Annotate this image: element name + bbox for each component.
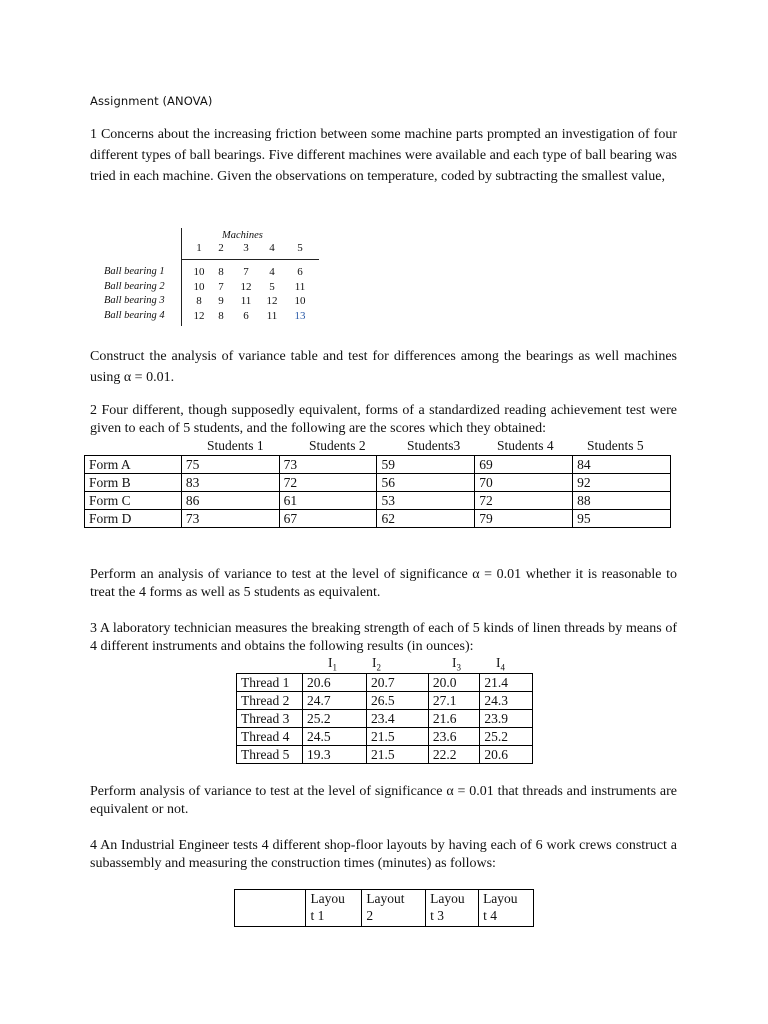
instrument-col-header: $I_2$ bbox=[372, 655, 381, 673]
table-cell: 83 bbox=[181, 474, 279, 492]
table-cell: 62 bbox=[377, 510, 475, 528]
table-cell: 20.6 bbox=[480, 746, 533, 764]
bearing-row-label: Ball bearing 3 bbox=[104, 295, 165, 306]
table-cell: 86 bbox=[181, 492, 279, 510]
table-cell: 22.2 bbox=[428, 746, 480, 764]
threads-table bbox=[236, 673, 533, 764]
table-cell: 69 bbox=[475, 456, 573, 474]
forms-table bbox=[84, 455, 671, 528]
table-cell: 5 bbox=[269, 281, 275, 293]
table-divider bbox=[181, 259, 319, 260]
thread-row-label: Thread 4 bbox=[237, 728, 303, 746]
table-row bbox=[85, 492, 671, 510]
table-cell: 9 bbox=[218, 295, 224, 307]
machine-col-header: 4 bbox=[269, 242, 275, 254]
layout-col-header: Layout 2 bbox=[362, 890, 426, 927]
table-cell: 19.3 bbox=[303, 746, 367, 764]
q3-text: 3 A laboratory technician measures the breaking strength of each of 5 kinds of linen threads by means of 4 different instruments and obtains the following results (in ounces): bbox=[90, 621, 677, 654]
table-cell: 24.5 bbox=[303, 728, 367, 746]
table-cell: 23.4 bbox=[366, 710, 428, 728]
table-cell: 20.0 bbox=[428, 674, 480, 692]
machines-table bbox=[104, 226, 319, 326]
table-cell: 25.2 bbox=[480, 728, 533, 746]
students-col-header: Students 4 bbox=[497, 438, 554, 453]
table-cell: 24.7 bbox=[303, 692, 367, 710]
table-row bbox=[235, 890, 534, 927]
table-cell: 72 bbox=[475, 492, 573, 510]
table-cell: 25.2 bbox=[303, 710, 367, 728]
machine-col-header: 3 bbox=[243, 242, 249, 254]
table-cell: 10 bbox=[294, 295, 306, 307]
table-row bbox=[237, 728, 533, 746]
table-cell: 21.4 bbox=[480, 674, 533, 692]
q3-followup: Perform analysis of variance to test at the level of significance α = 0.01 that threads and instruments are equivalent or not. bbox=[90, 784, 677, 817]
form-row-label: Form A bbox=[85, 456, 182, 474]
table-cell: 73 bbox=[279, 456, 377, 474]
table-cell: 75 bbox=[181, 456, 279, 474]
machine-col-header: 5 bbox=[297, 242, 303, 254]
table-cell: 12 bbox=[266, 295, 278, 307]
table-cell: 72 bbox=[279, 474, 377, 492]
students-col-header: Students3 bbox=[407, 438, 461, 453]
form-row-label: Form D bbox=[85, 510, 182, 528]
q1-followup: Construct the analysis of variance table and test for differences among the bearings as well machines using α = 0.01. bbox=[90, 349, 677, 385]
thread-row-label: Thread 1 bbox=[237, 674, 303, 692]
table-row bbox=[237, 710, 533, 728]
table-cell: 61 bbox=[279, 492, 377, 510]
table-cell: 8 bbox=[218, 266, 224, 278]
thread-row-label: Thread 3 bbox=[237, 710, 303, 728]
form-row-label: Form C bbox=[85, 492, 182, 510]
table-divider bbox=[181, 228, 182, 326]
assignment-heading: Assignment (ANOVA) bbox=[90, 94, 213, 108]
students-col-header: Students 2 bbox=[309, 438, 366, 453]
table-cell: 23.6 bbox=[428, 728, 480, 746]
machine-col-header: 1 bbox=[196, 242, 202, 254]
empty-header-cell bbox=[235, 890, 306, 927]
form-row-label: Form B bbox=[85, 474, 182, 492]
bearing-row-label: Ball bearing 2 bbox=[104, 281, 165, 292]
table-cell: 56 bbox=[377, 474, 475, 492]
table-row bbox=[237, 674, 533, 692]
table-row bbox=[237, 746, 533, 764]
table-cell: 26.5 bbox=[366, 692, 428, 710]
table-cell: 59 bbox=[377, 456, 475, 474]
instrument-col-header: $I_1$ bbox=[328, 655, 337, 673]
table-cell: 11 bbox=[294, 281, 306, 293]
table-cell: 8 bbox=[218, 310, 224, 322]
layouts-table bbox=[234, 889, 534, 927]
bearing-row-label: Ball bearing 4 bbox=[104, 310, 165, 321]
table-cell: 73 bbox=[181, 510, 279, 528]
machine-col-header: 2 bbox=[218, 242, 224, 254]
table-cell: 7 bbox=[218, 281, 224, 293]
bearing-row-label: Ball bearing 1 bbox=[104, 266, 165, 277]
table-cell: 67 bbox=[279, 510, 377, 528]
table-cell: 84 bbox=[573, 456, 671, 474]
table-row bbox=[85, 456, 671, 474]
table-row bbox=[85, 474, 671, 492]
table-cell: 10 bbox=[193, 281, 205, 293]
table-row bbox=[85, 510, 671, 528]
table-cell: 10 bbox=[193, 266, 205, 278]
students-col-header: Students 1 bbox=[207, 438, 264, 453]
table-row bbox=[237, 692, 533, 710]
q2-followup: Perform an analysis of variance to test at the level of significance α = 0.01 whether it is reasonable to treat the 4 forms as well as 5 students as equivalent. bbox=[90, 567, 677, 600]
q2-text: 2 Four different, though supposedly equivalent, forms of a standardized reading achievement test were given to each of 5 students, and the following are the scores which they obtained: bbox=[90, 403, 677, 436]
table-cell: 6 bbox=[297, 266, 303, 278]
table-cell: 92 bbox=[573, 474, 671, 492]
table-cell: 6 bbox=[243, 310, 249, 322]
instrument-col-header: $I_3$ bbox=[452, 655, 461, 673]
table-cell: 53 bbox=[377, 492, 475, 510]
table-cell: 23.9 bbox=[480, 710, 533, 728]
table-cell: 11 bbox=[266, 310, 278, 322]
table-cell: 21.6 bbox=[428, 710, 480, 728]
table-cell: 27.1 bbox=[428, 692, 480, 710]
thread-row-label: Thread 2 bbox=[237, 692, 303, 710]
layout-col-header: Layou t 1 bbox=[306, 890, 362, 927]
table-cell: 11 bbox=[240, 295, 252, 307]
table-cell: 95 bbox=[573, 510, 671, 528]
machines-caption: Machines bbox=[222, 230, 263, 241]
table-cell: 21.5 bbox=[366, 728, 428, 746]
table-cell: 20.6 bbox=[303, 674, 367, 692]
q1-text: 1 Concerns about the increasing friction between some machine parts prompted an investigation of four different types of ball bearings. Five different machines were available and each type of ball bearing was tried in each machine. Given the observations on temperature, coded by subtracting the smallest value, bbox=[90, 127, 677, 184]
table-cell: 20.7 bbox=[366, 674, 428, 692]
layout-col-header: Layou t 4 bbox=[479, 890, 534, 927]
table-cell: 88 bbox=[573, 492, 671, 510]
table-cell: 24.3 bbox=[480, 692, 533, 710]
students-col-header: Students 5 bbox=[587, 438, 644, 453]
q4-text: 4 An Industrial Engineer tests 4 different shop-floor layouts by having each of 6 work crews construct a subassembly and measuring the construction times (minutes) as follows: bbox=[90, 838, 677, 871]
table-cell: 79 bbox=[475, 510, 573, 528]
table-cell: 4 bbox=[269, 266, 275, 278]
table-cell: 8 bbox=[196, 295, 202, 307]
table-cell: 12 bbox=[240, 281, 252, 293]
table-cell: 13 bbox=[294, 310, 306, 322]
table-cell: 12 bbox=[193, 310, 205, 322]
instrument-col-header: $I_4$ bbox=[496, 655, 505, 673]
table-cell: 7 bbox=[243, 266, 249, 278]
layout-col-header: Layou t 3 bbox=[426, 890, 479, 927]
thread-row-label: Thread 5 bbox=[237, 746, 303, 764]
table-cell: 21.5 bbox=[366, 746, 428, 764]
table-cell: 70 bbox=[475, 474, 573, 492]
